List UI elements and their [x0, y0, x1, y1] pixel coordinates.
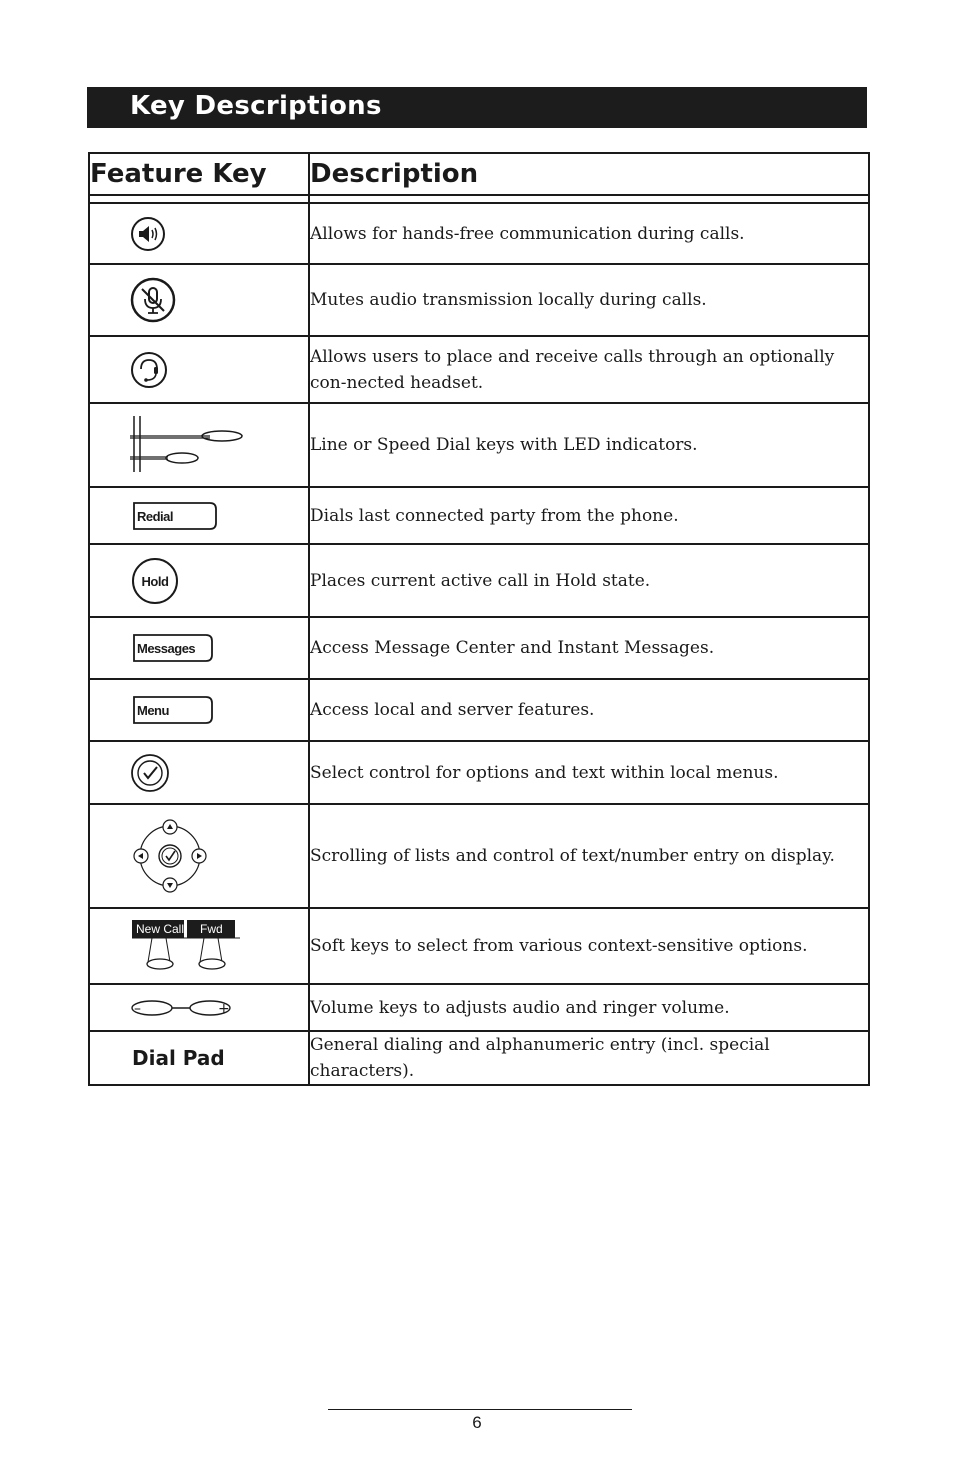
volume-minus: –: [134, 1000, 141, 1017]
description-cell: General dialing and alphanumeric entry (incl. special characters).: [309, 1031, 869, 1085]
table-row: [89, 487, 869, 544]
line-keys-icon: [130, 414, 250, 476]
table-row: [89, 679, 869, 741]
description-cell: Mutes audio transmission locally during calls.: [309, 264, 869, 336]
redial-key-icon: [130, 501, 220, 531]
headset-icon: [130, 351, 168, 389]
navigation-pad-icon: [130, 816, 210, 896]
description-cell: Volume keys to adjusts audio and ringer volume.: [309, 984, 869, 1031]
description-cell: Scrolling of lists and control of text/number entry on display.: [309, 804, 869, 908]
messages-key-label: Messages: [137, 641, 196, 656]
description-cell: Access Message Center and Instant Messages.: [309, 617, 869, 679]
table-row: [89, 403, 869, 487]
feature-key-cell: [89, 336, 309, 403]
section-banner: [87, 87, 867, 128]
table-row: [89, 741, 869, 804]
header-spacer: [89, 195, 869, 203]
page-number: 6: [472, 1413, 482, 1432]
feature-key-cell: [89, 264, 309, 336]
description-cell: Allows for hands-free communication during calls.: [309, 203, 869, 264]
table-row: [89, 544, 869, 617]
key-descriptions-table: [88, 152, 870, 1086]
feature-key-cell: [89, 544, 309, 617]
description-cell: Dials last connected party from the phone.: [309, 487, 869, 544]
menu-key-label: Menu: [137, 703, 169, 718]
hold-key-label: Hold: [141, 573, 169, 589]
feature-key-header: Feature Key: [89, 153, 309, 195]
feature-key-cell: [89, 1031, 309, 1085]
volume-plus: +: [218, 1000, 230, 1017]
dial-pad-label: Dial Pad: [132, 1046, 225, 1070]
table-row: [89, 804, 869, 908]
table-row: [89, 264, 869, 336]
description-cell: Access local and server features.: [309, 679, 869, 741]
feature-key-cell: [89, 203, 309, 264]
feature-key-cell: [89, 984, 309, 1031]
feature-key-cell: [89, 804, 309, 908]
soft-key-fwd: Fwd: [200, 922, 223, 936]
feature-key-cell: [89, 741, 309, 804]
soft-key-new-call: New Call: [136, 922, 185, 936]
table-row: [89, 203, 869, 264]
section-title: Key Descriptions: [130, 91, 382, 121]
feature-key-cell: [89, 679, 309, 741]
table-row: [89, 984, 869, 1031]
menu-key-icon: [130, 695, 216, 725]
feature-key-cell: [89, 403, 309, 487]
table-row: [89, 617, 869, 679]
description-cell: Select control for options and text within local menus.: [309, 741, 869, 804]
footer-rule: [328, 1409, 632, 1410]
feature-key-cell: [89, 617, 309, 679]
volume-keys-icon: [130, 998, 234, 1018]
mute-icon: [130, 277, 176, 323]
redial-key-label: Redial: [137, 508, 174, 524]
table-row: [89, 336, 869, 403]
select-key-icon: [130, 753, 170, 793]
soft-keys-icon: [130, 918, 242, 974]
messages-key-icon: [130, 633, 216, 663]
feature-key-cell: [89, 487, 309, 544]
speaker-icon: [130, 216, 166, 252]
description-header: Description: [309, 153, 869, 195]
description-cell: Places current active call in Hold state.: [309, 544, 869, 617]
table-row: [89, 1031, 869, 1085]
description-cell: Allows users to place and receive calls through an optionally con-nected headset.: [309, 336, 869, 403]
table-header-row: [89, 153, 869, 195]
table-row: [89, 908, 869, 984]
description-cell: Soft keys to select from various context-sensitive options.: [309, 908, 869, 984]
hold-key-icon: [130, 556, 180, 606]
feature-key-cell: [89, 908, 309, 984]
description-cell: Line or Speed Dial keys with LED indicators.: [309, 403, 869, 487]
